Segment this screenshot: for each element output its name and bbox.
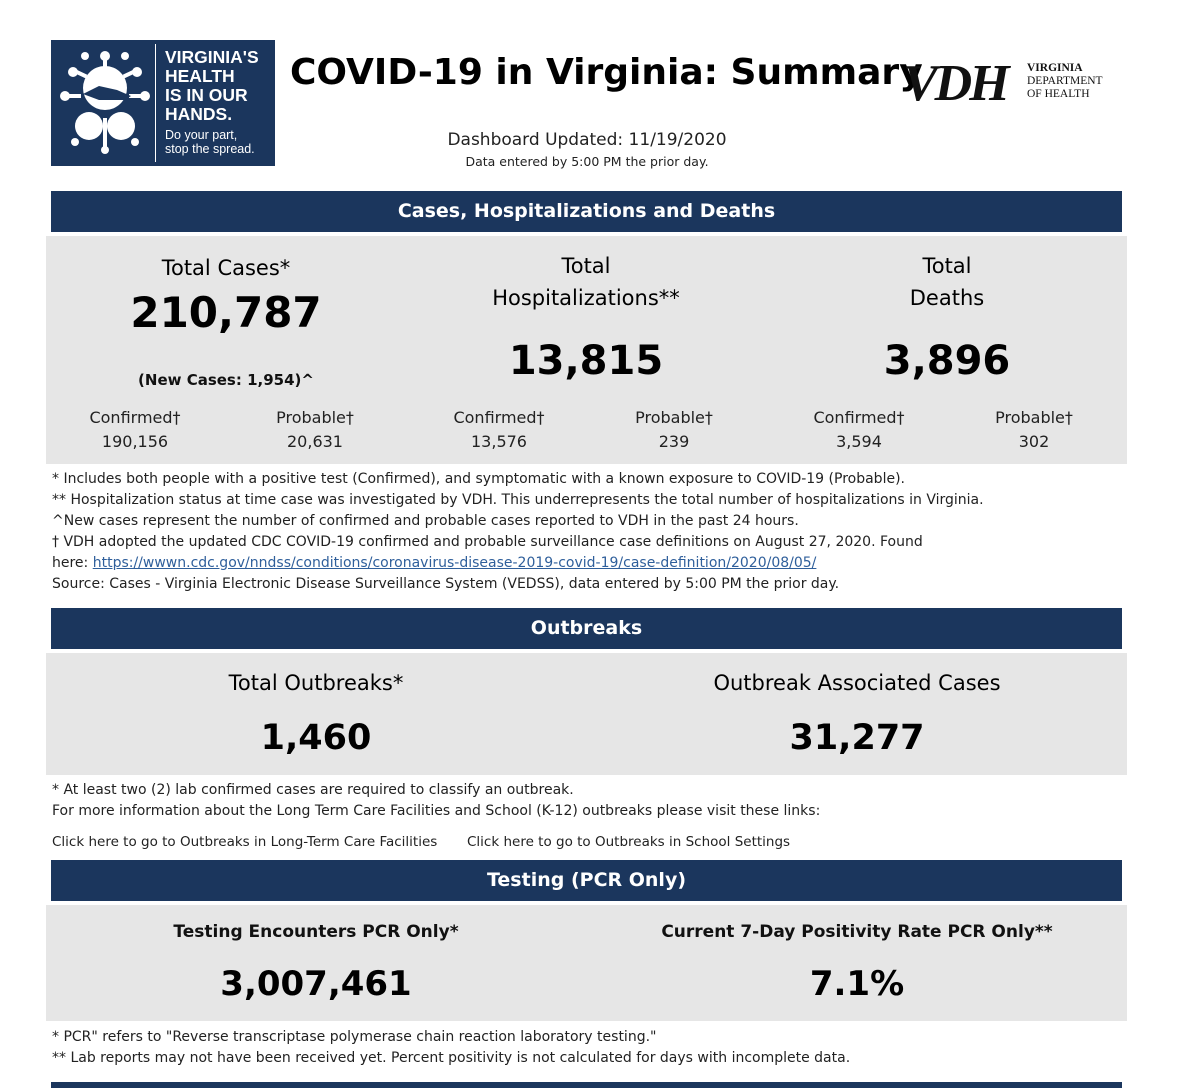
new-cases: (New Cases: 1,954)^ xyxy=(138,371,314,389)
cases-confirmed-label: Confirmed† xyxy=(89,408,181,427)
vdh-logo-text: VIRGINIA DEPARTMENT OF HEALTH xyxy=(1027,62,1103,100)
vdh-logo-mark: VDH xyxy=(903,55,1007,112)
logo-tagline: Do your part, stop the spread. xyxy=(165,128,255,156)
logo-slogan: VIRGINIA'S HEALTH IS IN OUR HANDS. xyxy=(165,47,259,124)
outbreak-footnote: * At least two (2) lab confirmed cases are required to classify an outbreak. xyxy=(52,782,574,798)
positivity-rate-value: 7.1% xyxy=(809,964,905,1004)
cases-confirmed-value: 190,156 xyxy=(101,432,169,451)
footnote-includes: * Includes both people with a positive test (Confirmed), and symptomatic with a known exposure to COVID-19 (Probable). xyxy=(52,471,905,487)
page-title: COVID-19 in Virginia: Summary xyxy=(290,52,923,93)
footnote-hospitalization: ** Hospitalization status at time case was investigated by VDH. This underrepresents the total number of hospitalizations in Virginia. xyxy=(52,492,984,508)
deaths-label-line1: Total xyxy=(922,254,972,278)
section-header-outbreaks: Outbreaks xyxy=(51,608,1122,649)
deaths-probable-value: 302 xyxy=(1018,432,1050,451)
deaths-confirmed-value: 3,594 xyxy=(836,432,882,451)
deaths-confirmed-label: Confirmed† xyxy=(813,408,905,427)
cases-probable-value: 20,631 xyxy=(287,432,343,451)
footnote-new-cases: ^New cases represent the number of confirmed and probable cases reported to VDH in the past 24 hours. xyxy=(52,513,799,529)
footnote-cdc-definition: † VDH adopted the updated CDC COVID-19 confirmed and probable surveillance case definitions on August 27, 2020. Found xyxy=(52,534,923,550)
section-header-cases: Cases, Hospitalizations and Deaths xyxy=(51,191,1122,232)
pcr-footnote: * PCR" refers to "Reverse transcriptase polymerase chain reaction laboratory testing." xyxy=(52,1029,657,1045)
hosp-probable-value: 239 xyxy=(658,432,690,451)
hosp-confirmed-value: 13,576 xyxy=(471,432,527,451)
testing-encounters-value: 3,007,461 xyxy=(220,964,412,1004)
virginia-health-logo xyxy=(51,40,275,166)
deaths-label-line2: Deaths xyxy=(909,286,985,310)
hosp-confirmed-label: Confirmed† xyxy=(453,408,545,427)
deaths-value: 3,896 xyxy=(883,338,1011,384)
data-entered-note: Data entered by 5:00 PM the prior day. xyxy=(465,154,709,169)
total-cases-value: 210,787 xyxy=(130,288,322,337)
footnote-cdc-link-row xyxy=(52,555,816,571)
positivity-rate-label: Current 7-Day Positivity Rate PCR Only** xyxy=(661,922,1053,942)
hosp-probable-label: Probable† xyxy=(635,408,713,427)
ltc-outbreaks-link[interactable]: Click here to go to Outbreaks in Long-Term Care Facilities xyxy=(52,834,438,850)
outbreak-associated-cases-value: 31,277 xyxy=(789,718,925,758)
logo-divider xyxy=(155,44,156,162)
virus-icon xyxy=(59,50,151,156)
hospitalizations-label-line1: Total xyxy=(561,254,611,278)
section-header-testing: Testing (PCR Only) xyxy=(51,860,1122,901)
total-outbreaks-label: Total Outbreaks* xyxy=(228,671,404,695)
total-outbreaks-value: 1,460 xyxy=(260,718,372,758)
hospitalizations-value: 13,815 xyxy=(508,338,664,384)
hospitalizations-label-line2: Hospitalizations** xyxy=(492,286,680,310)
footnote-link-prefix: here: xyxy=(52,555,93,571)
next-section-bar xyxy=(51,1082,1122,1088)
footnote-source: Source: Cases - Virginia Electronic Disease Surveillance System (VEDSS), data entered by 5:00 PM the prior day. xyxy=(52,576,840,592)
total-cases-label: Total Cases* xyxy=(161,256,291,280)
lab-reports-footnote: ** Lab reports may not have been received yet. Percent positivity is not calculated for days with incomplete data. xyxy=(52,1050,851,1066)
cdc-case-definition-link[interactable]: https://wwwn.cdc.gov/nndss/conditions/coronavirus-disease-2019-covid-19/case-definition/2020/08/05/ xyxy=(92,555,817,571)
school-outbreaks-link[interactable]: Click here to go to Outbreaks in School Settings xyxy=(467,834,791,850)
cases-probable-label: Probable† xyxy=(276,408,354,427)
dashboard-updated: Dashboard Updated: 11/19/2020 xyxy=(447,130,727,150)
outbreak-associated-cases-label: Outbreak Associated Cases xyxy=(713,671,1001,695)
deaths-probable-label: Probable† xyxy=(995,408,1073,427)
testing-encounters-label: Testing Encounters PCR Only* xyxy=(173,922,459,942)
outbreak-info-note: For more information about the Long Term Care Facilities and School (K-12) outbreaks please visit these links: xyxy=(52,803,821,819)
